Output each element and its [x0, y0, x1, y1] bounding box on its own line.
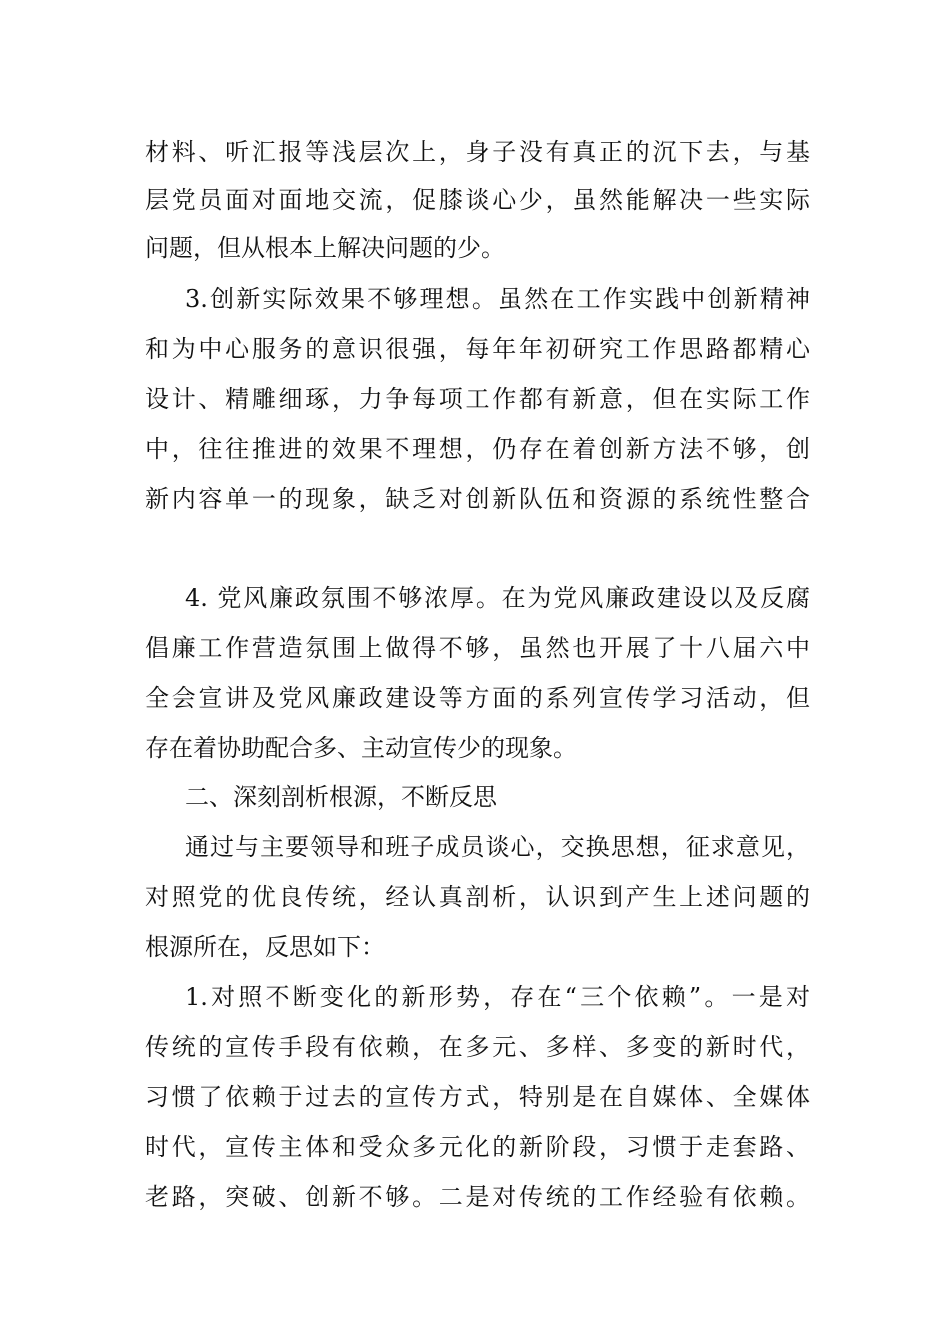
text-line-4: 3.创新实际效果不够理想。虽然在工作实践中创新精神: [185, 285, 810, 313]
text-line-2: 层党员面对面地交流，促膝谈心少，虽然能解决一些实际: [145, 186, 810, 214]
text-line-16: 根源所在，反思如下：: [145, 933, 385, 961]
text-line-17: 1.对照不断变化的新形势，存在“三个依赖”。一是对: [185, 983, 810, 1011]
text-line-21: 老路，突破、创新不够。二是对传统的工作经验有依赖。: [145, 1183, 810, 1211]
text-line-19: 习惯了依赖于过去的宣传方式，特别是在自媒体、全媒体: [145, 1083, 810, 1111]
text-line-18: 传统的宣传手段有依赖，在多元、多样、多变的新时代，: [145, 1033, 810, 1061]
text-line-15: 对照党的优良传统，经认真剖析，认识到产生上述问题的: [145, 883, 810, 911]
text-line-6: 设计、精雕细琢，力争每项工作都有新意，但在实际工作: [145, 385, 810, 413]
text-line-14: 通过与主要领导和班子成员谈心，交换思想，征求意见，: [185, 833, 810, 861]
text-line-9: 4. 党风廉政氛围不够浓厚。在为党风廉政建设以及反腐: [185, 584, 810, 612]
text-line-12: 存在着协助配合多、主动宣传少的现象。: [145, 734, 577, 762]
section-heading: 二、深刻剖析根源，不断反思: [185, 783, 497, 811]
text-line-8: 新内容单一的现象，缺乏对创新队伍和资源的系统性整合: [145, 485, 810, 513]
text-line-3: 问题，但从根本上解决问题的少。: [145, 234, 505, 262]
text-line-5: 和为中心服务的意识很强，每年年初研究工作思路都精心: [145, 335, 810, 363]
text-line-10: 倡廉工作营造氛围上做得不够，虽然也开展了十八届六中: [145, 634, 810, 662]
text-line-20: 时代，宣传主体和受众多元化的新阶段，习惯于走套路、: [145, 1133, 810, 1161]
text-line-1: 材料、听汇报等浅层次上，身子没有真正的沉下去，与基: [145, 138, 810, 166]
text-line-7: 中，往往推进的效果不理想，仍存在着创新方法不够，创: [145, 435, 810, 463]
text-line-11: 全会宣讲及党风廉政建设等方面的系列宣传学习活动，但: [145, 684, 810, 712]
